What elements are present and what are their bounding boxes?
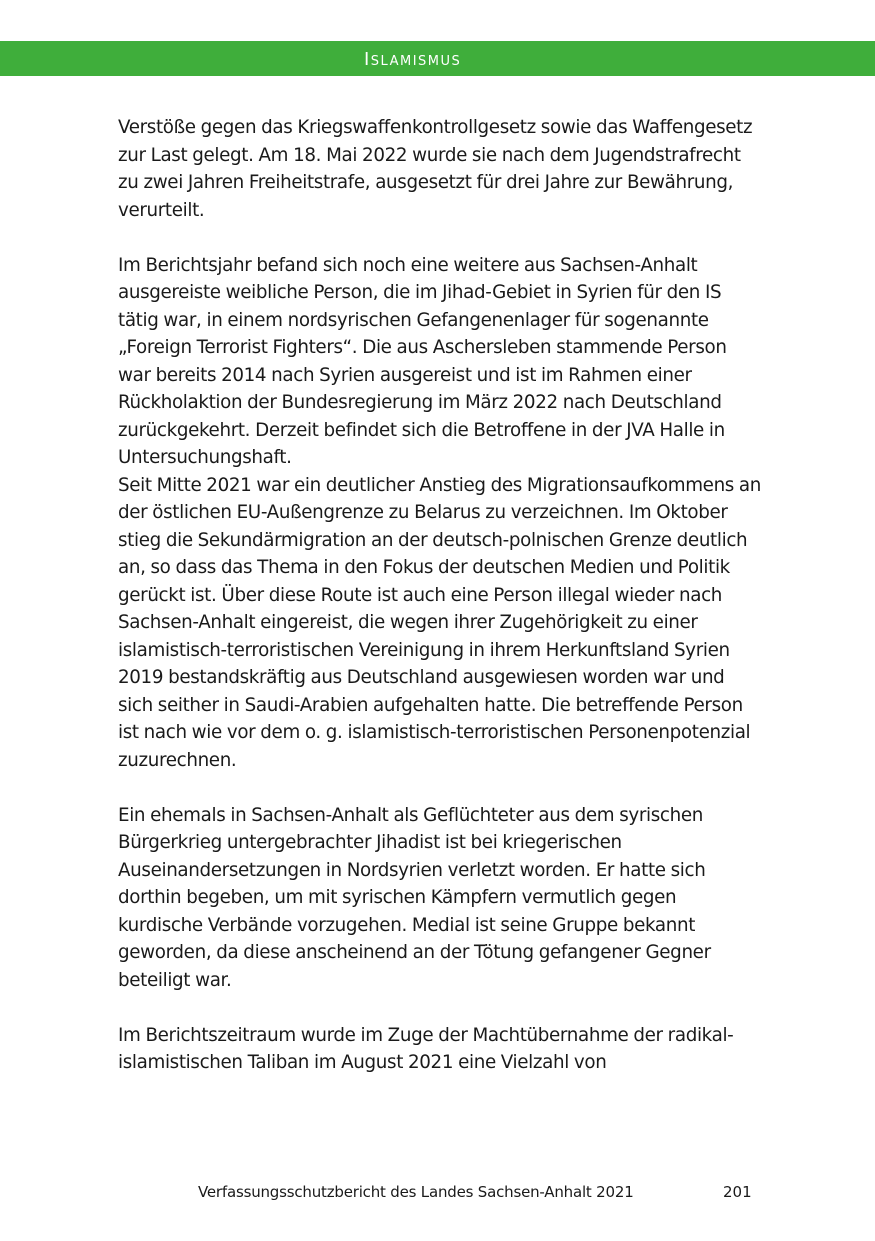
paragraph-5: Im Berichtszeitraum wurde im Zuge der Machtübernahme der radikal-islamistischen Taliban im August 2021 eine Vielzahl von	[118, 1024, 734, 1073]
paragraph-2: Im Berichtsjahr befand sich noch eine weitere aus Sachsen-Anhalt ausgereiste weibliche Person, die im Jihad-Gebiet in Syrien für den IS tätig war, in einem nordsyrischen Gefangenenlager für sogenannte „Foreign Terrorist Fighters“. Die aus Aschersleben stammende Person war bereits 2014 nach Syrien ausgereist und ist im Rahmen einer Rückholaktion der Bundesregierung im März 2022 nach Deutschland zurückgekehrt. Derzeit befindet sich die Betroffene in der JVA Halle in Untersuchungshaft.	[118, 254, 727, 468]
paragraph-3: Seit Mitte 2021 war ein deutlicher Anstieg des Migrationsaufkommens an der östlichen EU-Außengrenze zu Belarus zu verzeichnen. Im Oktober stieg die Sekundärmigration an der deutsch-polnischen Grenze deutlich an, so dass das Thema in den Fokus der deutschen Medien und Politik gerückt ist. Über diese Route ist auch eine Person illegal wieder nach Sachsen-Anhalt eingereist, die wegen ihrer Zugehörigkeit zu einer islamistisch-terroristischen Vereinigung in ihrem Herkunftsland Syrien 2019 bestandskräftig aus Deutschland ausgewiesen worden war und sich seither in Saudi-Arabien aufgehalten hatte. Die betreffende Person ist nach wie vor dem o. g. islamistisch-terroristischen Personenpotenzial zuzurechnen.	[118, 474, 762, 771]
paragraph-1: Verstöße gegen das Kriegswaffenkontrollgesetz sowie das Waffengesetz zur Last gelegt. Am 18. Mai 2022 wurde sie nach dem Jugendstrafrecht zu zwei Jahren Freiheitstrafe, ausgesetzt für drei Jahre zur Bewährung, verurteilt.	[118, 117, 753, 221]
body-text	[118, 114, 763, 1104]
section-title: Islamismus	[364, 49, 462, 70]
section-header-bar	[0, 41, 875, 76]
page-number: 201	[723, 1183, 752, 1201]
paragraph-4: Ein ehemals in Sachsen-Anhalt als Geflüchteter aus dem syrischen Bürgerkrieg untergebrachter Jihadist ist bei kriegerischen Auseinandersetzungen in Nordsyrien verletzt worden. Er hatte sich dorthin begeben, um mit syrischen Kämpfern vermutlich gegen kurdische Verbände vorzugehen. Medial ist seine Gruppe bekannt geworden, da diese anscheinend an der Tötung gefangener Gegner beteiligt war.	[118, 804, 711, 991]
footer-publication: Verfassungsschutzbericht des Landes Sachsen-Anhalt 2021	[198, 1183, 634, 1201]
